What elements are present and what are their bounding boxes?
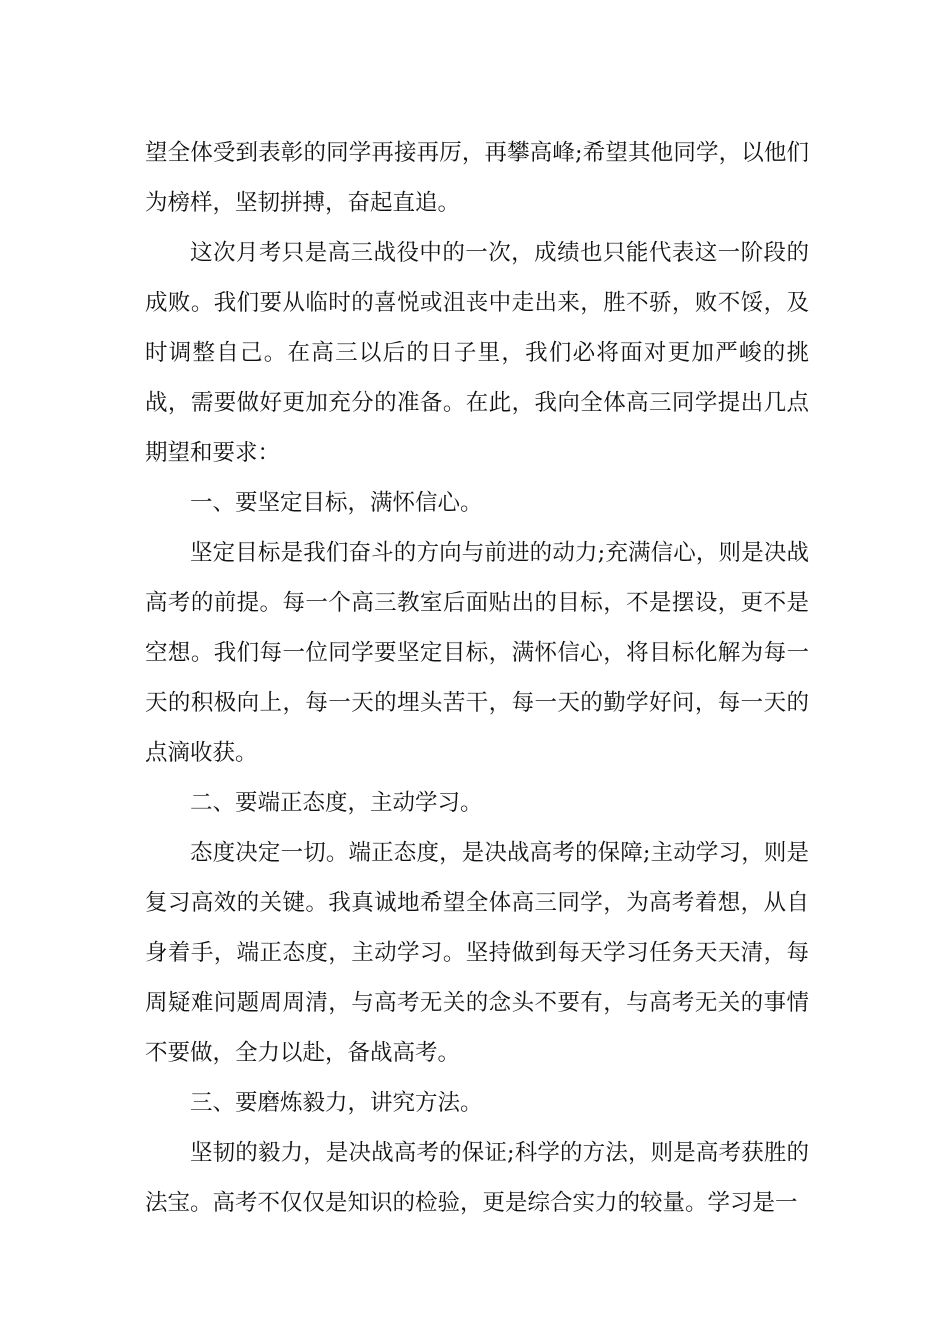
paragraph-attitude: 态度决定一切。端正态度，是决战高考的保障;主动学习，则是复习高效的关键。我真诚地希望全体高三同学，为高考着想，从自身着手，端正态度，主动学习。坚持做到每天学习任务天天清，每周疑难问题周周清，与高考无关的念头不要有，与高考无关的事情不要做，全力以赴，备战高考。 <box>145 840 809 1066</box>
section-heading-3: 三、要磨炼毅力，讲究方法。 <box>190 1090 483 1116</box>
paragraph-goals: 坚定目标是我们奋斗的方向与前进的动力;充满信心，则是决战高考的前提。每一个高三教室后面贴出的目标，不是摆设，更不是空想。我们每一位同学要坚定目标，满怀信心，将目标化解为每一天的积极向上，每一天的埋头苦干，每一天的勤学好问，每一天的点滴收获。 <box>145 540 809 766</box>
paragraph-continuation: 望全体受到表彰的同学再接再厉，再攀高峰;希望其他同学，以他们为榜样，坚韧拼搏，奋起直追。 <box>145 140 809 216</box>
document-body <box>145 128 809 1228</box>
section-heading-1: 一、要坚定目标，满怀信心。 <box>190 490 483 516</box>
paragraph-monthly-exam: 这次月考只是高三战役中的一次，成绩也只能代表这一阶段的成败。我们要从临时的喜悦或沮丧中走出来，胜不骄，败不馁，及时调整自己。在高三以后的日子里，我们必将面对更加严峻的挑战，需要做好更加充分的准备。在此，我向全体高三同学提出几点期望和要求： <box>145 240 809 466</box>
section-heading-2: 二、要端正态度，主动学习。 <box>190 790 483 816</box>
paragraph-perseverance: 坚韧的毅力，是决战高考的保证;科学的方法，则是高考获胜的法宝。高考不仅仅是知识的检验，更是综合实力的较量。学习是一 <box>145 1140 809 1216</box>
